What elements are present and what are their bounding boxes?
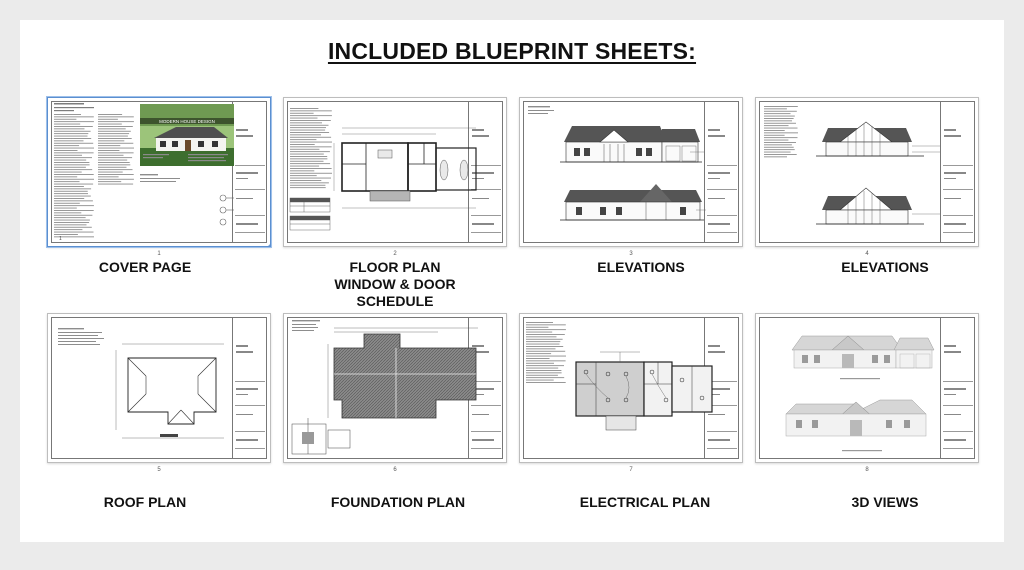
- sheet-number: 6: [393, 467, 397, 473]
- sheet-label-roof-plan: ROOF PLAN: [103, 494, 187, 510]
- sheet-label-floor-plan: [275, 259, 515, 310]
- sheet-thumbnail-elevations-1[interactable]: [519, 97, 743, 247]
- sheet-thumbnail-cover[interactable]: [47, 97, 271, 247]
- sheet-thumbnail-elevations-2[interactable]: [755, 97, 979, 247]
- roof-plan-drawing: [48, 314, 271, 463]
- foundation-plan-drawing: [284, 314, 507, 463]
- label-line: FLOOR PLAN: [349, 259, 441, 275]
- sheet-thumbnail-foundation-plan[interactable]: [283, 313, 507, 463]
- sheet-number: 5: [157, 467, 161, 473]
- side-elevation-drawing: [756, 98, 979, 247]
- sheet-label-elevations-2: ELEVATIONS: [841, 259, 929, 275]
- sheet-label-foundation-plan: FOUNDATION PLAN: [330, 494, 466, 510]
- sheet-thumbnail-electrical-plan[interactable]: [519, 313, 743, 463]
- sheet-corner-number: 1: [59, 236, 62, 242]
- sheet-number: 8: [865, 467, 869, 473]
- sheet-label-3d-views: 3D VIEWS: [851, 494, 919, 510]
- sheet-number: 2: [393, 251, 397, 257]
- 3d-views-drawing: [756, 314, 979, 463]
- sheet-label-electrical-plan: ELECTRICAL PLAN: [579, 494, 711, 510]
- label-line: SCHEDULE: [356, 293, 434, 309]
- selection-handle[interactable]: [268, 244, 271, 247]
- cover-photo-caption: MODERN HOUSE DESIGN: [159, 119, 215, 124]
- page-title: INCLUDED BLUEPRINT SHEETS:: [327, 38, 697, 64]
- electrical-plan-drawing: [520, 314, 743, 463]
- label-line: WINDOW & DOOR: [334, 276, 456, 292]
- sheet-number: 3: [629, 251, 633, 257]
- sheet-thumbnail-3d-views[interactable]: [755, 313, 979, 463]
- sheet-label-cover: COVER PAGE: [98, 259, 192, 275]
- sheet-number: 1: [157, 251, 161, 257]
- sheet-label-elevations-1: ELEVATIONS: [597, 259, 685, 275]
- floor-plan-drawing: [284, 98, 507, 247]
- sheet-number: 4: [865, 251, 869, 257]
- elevation-drawing: [520, 98, 743, 247]
- sheet-thumbnail-floor-plan[interactable]: [283, 97, 507, 247]
- sheet-thumbnail-roof-plan[interactable]: [47, 313, 271, 463]
- sheet-number: 7: [629, 467, 633, 473]
- cover-page-drawing: [48, 98, 271, 247]
